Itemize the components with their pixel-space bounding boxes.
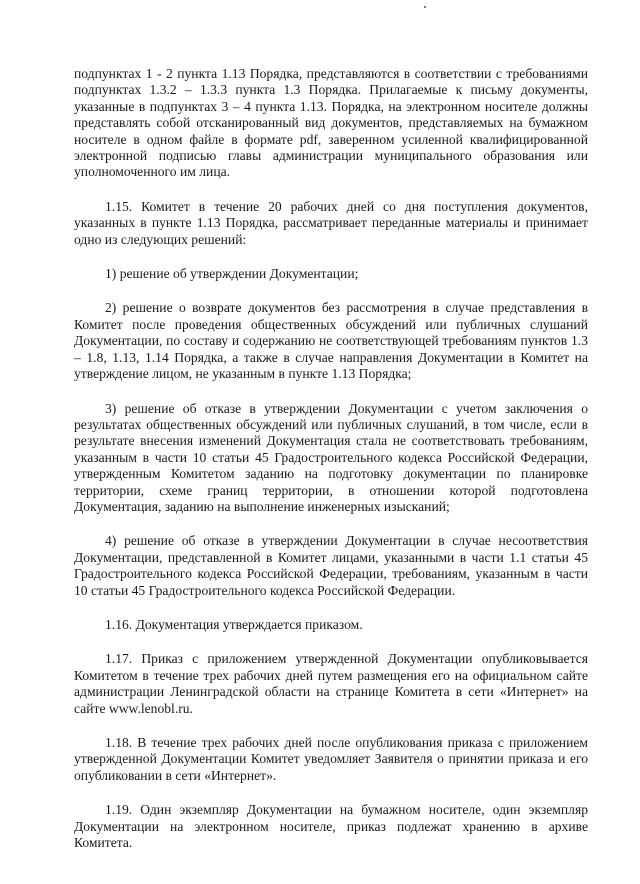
paragraph-1-18: 1.18. В течение трех рабочих дней после опубликования приказа с приложением утвержденной Документации Комитет уведомляет Заявителя о принятии приказа и его опубликовании в сети «Интернет». <box>74 735 588 783</box>
paragraph-1-19: 1.19. Один экземпляр Документации на бумажном носителе, один экземпляр Документации на электронном носителе, приказ подлежат хранению в архиве Комитета. <box>74 802 588 851</box>
paragraph-1-15: 1.15. Комитет в течение 20 рабочих дней со дня поступления документов, указанных в пункте 1.13 Порядка, рассматривает переданные материалы и принимает одно из следующих решений: <box>74 198 588 247</box>
paragraph-decision-1: 1) решение об утверждении Документации; <box>105 266 359 282</box>
paragraph-continuation: подпунктах 1 - 2 пункта 1.13 Порядка, представляются в соответствии с требованиями подпунктах 1.3.2 – 1.3.3 пункта 1.3 Порядка. Прилагаемые к письму документы, указанные в подпунктах 3 – 4 пункта 1.13. Порядка, на электронном носителе должны представлять собой отсканированный вид документов, представляемых на бумажном носителе в одном файле в формате pdf, заверенном усиленной квалифицированной электронной подписью главы администрации муниципального образования или уполномоченного им лица. <box>74 66 588 180</box>
scan-dot <box>424 6 426 8</box>
paragraph-decision-3: 3) решение об отказе в утверждении Документации с учетом заключения о результатах общественных обсуждений или публичных слушаний, в том числе, если в результате внесения изменений Документация стала не соответствовать требованиям, указанным в части 10 статьи 45 Градостроительного кодекса Российской Федерации, утвержденным Комитетом заданию на подготовку документации по планировке территории, схеме границ территории, в отношении которой подготовлена Документация, заданию на выполнение инженерных изысканий; <box>74 400 588 514</box>
paragraph-decision-2: 2) решение о возврате документов без рассмотрения в случае представления в Комитет после проведения общественных обсуждений или публичных слушаний Документации, по составу и содержанию не соответствующей требованиям пунктов 1.3 – 1.8, 1.13, 1.14 Порядка, а также в случае направления Документации в Комитет на утверждение лицом, не указанным в пункте 1.13 Порядка; <box>74 300 588 382</box>
document-page <box>74 66 588 869</box>
paragraph-1-16: 1.16. Документация утверждается приказом. <box>105 616 363 632</box>
paragraph-decision-4: 4) решение об отказе в утверждении Документации в случае несоответствия Документации, представленной в Комитет лицами, указанными в части 1.1 статьи 45 Градостроительного кодекса Российской Федерации, требованиям, указанным в части 10 статьи 45 Градостроительного кодекса Российской Федерации. <box>74 533 588 598</box>
paragraph-1-17: 1.17. Приказ с приложением утвержденной Документации опубликовывается Комитетом в течение трех рабочих дней путем размещения его на официальном сайте администрации Ленинградской области на странице Комитета в сети «Интернет» на сайте www.lenobl.ru. <box>74 651 588 716</box>
